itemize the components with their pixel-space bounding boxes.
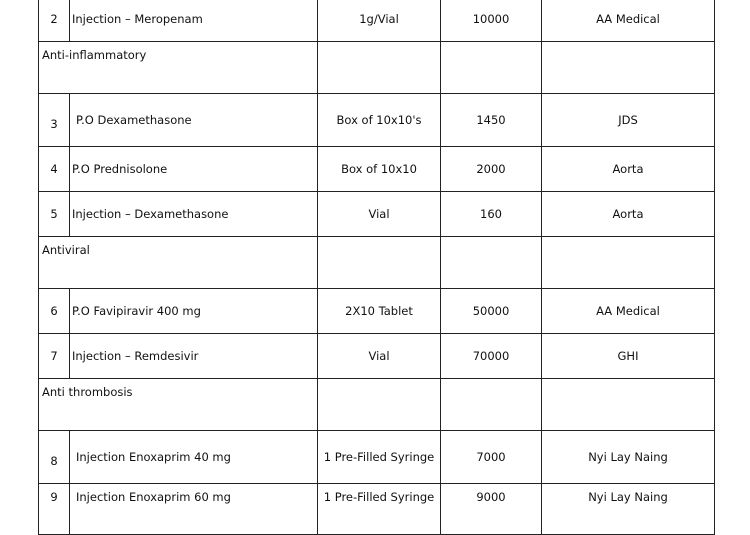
- supplier: GHI: [542, 334, 715, 379]
- category-row: [39, 42, 715, 94]
- table-row: [39, 484, 715, 535]
- pack-size: Box of 10x10: [318, 147, 441, 192]
- table-row: [39, 94, 715, 147]
- empty-cell: [318, 379, 441, 431]
- empty-cell: [318, 237, 441, 289]
- medicine-name: Injection Enoxaprim 60 mg: [70, 484, 318, 535]
- quantity: 10000: [441, 0, 542, 42]
- quantity: 160: [441, 192, 542, 237]
- row-number: 6: [39, 289, 70, 334]
- table-row: [39, 289, 715, 334]
- quantity: 50000: [441, 289, 542, 334]
- pack-size: 1 Pre-Filled Syringe: [318, 431, 441, 484]
- supplier: AA Medical: [542, 289, 715, 334]
- table-row: [39, 0, 715, 42]
- medicine-name: Injection – Meropenam: [70, 0, 318, 42]
- supplier: AA Medical: [542, 0, 715, 42]
- pack-size: Vial: [318, 192, 441, 237]
- pack-size: 1 Pre-Filled Syringe: [318, 484, 441, 535]
- medicine-name: Injection Enoxaprim 40 mg: [70, 431, 318, 484]
- row-number: 9: [39, 484, 70, 535]
- supplier: Aorta: [542, 147, 715, 192]
- empty-cell: [441, 237, 542, 289]
- pack-size: Vial: [318, 334, 441, 379]
- empty-cell: [441, 379, 542, 431]
- medicine-name: Injection – Remdesivir: [70, 334, 318, 379]
- pack-size: Box of 10x10's: [318, 94, 441, 147]
- supplier: JDS: [542, 94, 715, 147]
- quantity: 70000: [441, 334, 542, 379]
- pack-size: 1g/Vial: [318, 0, 441, 42]
- empty-cell: [542, 237, 715, 289]
- table-row: [39, 334, 715, 379]
- category-row: [39, 237, 715, 289]
- supplier: Nyi Lay Naing: [542, 484, 715, 535]
- empty-cell: [318, 42, 441, 94]
- category-row: [39, 379, 715, 431]
- category-label: Antiviral: [39, 237, 318, 289]
- row-number: 2: [39, 0, 70, 42]
- table-row: [39, 192, 715, 237]
- quantity: 1450: [441, 94, 542, 147]
- category-label: Anti thrombosis: [39, 379, 318, 431]
- empty-cell: [441, 42, 542, 94]
- row-number: 7: [39, 334, 70, 379]
- row-number: 5: [39, 192, 70, 237]
- quantity: 7000: [441, 431, 542, 484]
- row-number: 3: [39, 94, 70, 147]
- row-number: 8: [39, 431, 70, 484]
- quantity: 2000: [441, 147, 542, 192]
- medicine-name: P.O Favipiravir 400 mg: [70, 289, 318, 334]
- table-row: [39, 431, 715, 484]
- medicine-table: [38, 0, 715, 535]
- table-row: [39, 147, 715, 192]
- empty-cell: [542, 379, 715, 431]
- pack-size: 2X10 Tablet: [318, 289, 441, 334]
- medicine-name: P.O Prednisolone: [70, 147, 318, 192]
- quantity: 9000: [441, 484, 542, 535]
- supplier: Aorta: [542, 192, 715, 237]
- category-label: Anti-inflammatory: [39, 42, 318, 94]
- supplier: Nyi Lay Naing: [542, 431, 715, 484]
- medicine-name: Injection – Dexamethasone: [70, 192, 318, 237]
- medicine-name: P.O Dexamethasone: [70, 94, 318, 147]
- row-number: 4: [39, 147, 70, 192]
- empty-cell: [542, 42, 715, 94]
